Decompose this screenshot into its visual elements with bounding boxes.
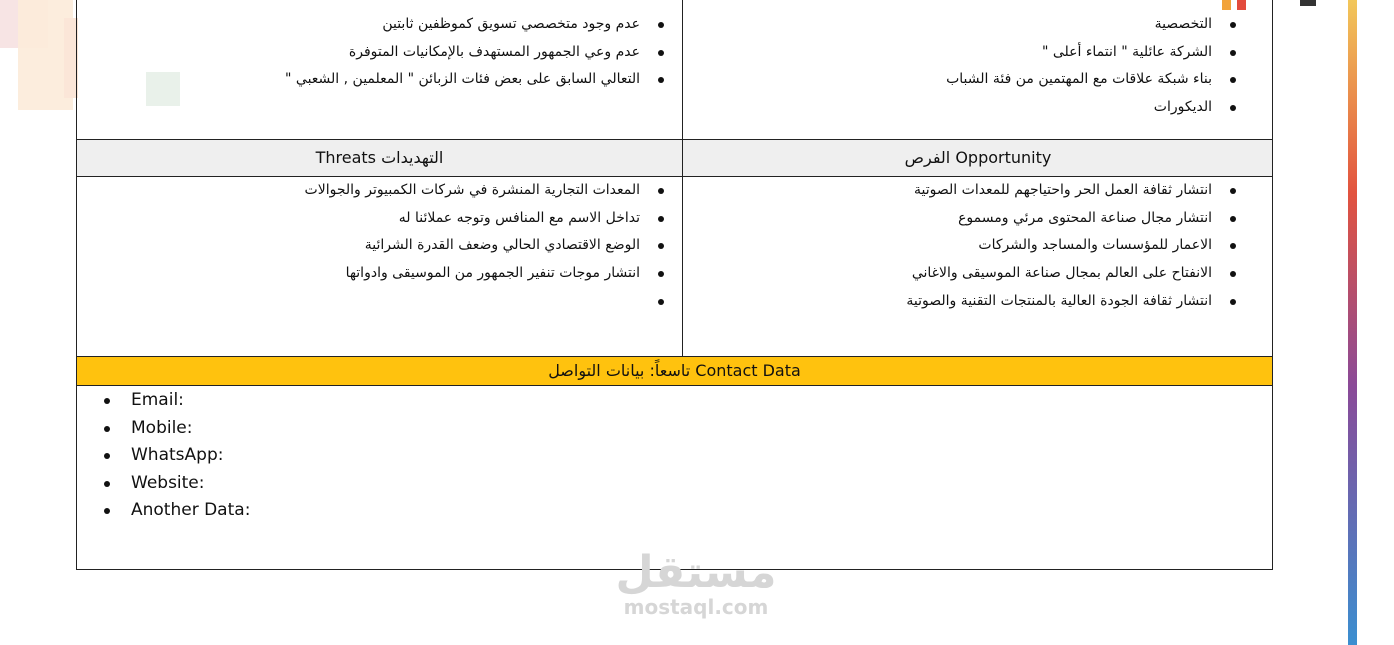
bullet-icon: [1230, 105, 1236, 111]
bullet-icon: [1230, 22, 1236, 28]
bullet-icon: [1230, 216, 1236, 222]
bullet-icon: [658, 243, 664, 249]
logo-fragment: [1300, 0, 1316, 6]
bullet-icon: [1230, 271, 1236, 277]
list-item-text: التعالي السابق على بعض فئات الزبائن " المعلمين , الشعبي ": [285, 71, 640, 88]
list-item-text: بناء شبكة علاقات مع المهتمين من فئة الشباب: [946, 71, 1212, 88]
list-item-text: عدم وجود متخصصي تسويق كموظفين ثابتين: [382, 16, 640, 32]
bullet-icon: [658, 22, 664, 28]
list-item-text: التخصصية: [1154, 16, 1212, 32]
bullet-icon: [104, 481, 110, 487]
list-item: [906, 177, 1236, 205]
list-item: [946, 94, 1236, 122]
threats-header: Threats التهديدات: [315, 148, 444, 167]
list-item: [305, 205, 664, 233]
list-item-text: الانفتاح على العالم بمجال صناعة الموسيقى والاغاني: [911, 265, 1212, 282]
contact-label: Email:: [131, 390, 184, 410]
weaknesses-list: [285, 11, 664, 94]
list-item: [906, 260, 1236, 288]
contact-item-website: [101, 470, 250, 498]
opportunity-header: الفرص Opportunity: [904, 148, 1052, 167]
contact-item-other: [101, 497, 250, 525]
list-item-text: انتشار ثقافة الجودة العالية بالمنتجات التقنية والصوتية: [906, 292, 1212, 309]
list-item-text: الوضع الاقتصادي الحالي وضعف القدرة الشرائية: [364, 237, 640, 254]
list-item-text: الديكورات: [1153, 99, 1212, 116]
contact-label: Another Data:: [131, 500, 251, 521]
contact-item-mobile: [101, 415, 250, 443]
bullet-icon: [1230, 299, 1236, 305]
bullet-icon: [658, 299, 664, 305]
contact-item-email: [101, 387, 250, 415]
watermark: [604, 547, 788, 619]
section-header-row: [77, 139, 1272, 177]
bullet-icon: [1230, 188, 1236, 194]
bullet-icon: [658, 50, 664, 56]
bullet-icon: [1230, 50, 1236, 56]
threats-list: [305, 177, 664, 315]
list-item: [305, 260, 664, 288]
column-divider: [682, 0, 683, 139]
list-item: [946, 39, 1236, 67]
contact-label: Mobile:: [131, 417, 193, 438]
swot-table: [76, 0, 1273, 570]
list-item: [285, 11, 664, 39]
list-item: [285, 39, 664, 67]
list-item-text: انتشار ثقافة العمل الحر واحتياجهم للمعدات الصوتية: [914, 182, 1212, 198]
list-item-text: انتشار مجال صناعة المحتوى مرئي ومسموع: [958, 209, 1212, 226]
contact-label: WhatsApp:: [131, 445, 224, 466]
contact-item-whatsapp: [101, 442, 250, 470]
bullet-icon: [104, 508, 110, 514]
opportunities-list: [906, 177, 1236, 315]
contact-label: Website:: [131, 472, 205, 493]
list-item: [305, 177, 664, 205]
list-item: [906, 232, 1236, 260]
bullet-icon: [658, 77, 664, 83]
contact-data-header: تاسعاً: بيانات التواصل Contact Data: [77, 356, 1272, 386]
watermark-latin: mostaql.com: [623, 595, 769, 619]
column-divider: [682, 177, 683, 356]
bullet-icon: [658, 188, 664, 194]
bullet-icon: [658, 216, 664, 222]
list-item-text: تداخل الاسم مع المنافس وتوجه عملائنا له: [398, 209, 640, 226]
list-item: [946, 66, 1236, 94]
side-color-bar: [1348, 0, 1357, 645]
bullet-icon: [658, 271, 664, 277]
contact-list: [101, 387, 250, 525]
list-item: [285, 66, 664, 94]
list-item: [906, 205, 1236, 233]
list-item-text: انتشار موجات تنفير الجمهور من الموسيقى وادواتها: [345, 265, 640, 282]
strengths-list: [946, 11, 1236, 122]
list-item: [906, 288, 1236, 316]
list-item-text: الاعمار للمؤسسات والمساجد والشركات: [978, 237, 1212, 254]
bullet-icon: [1230, 243, 1236, 249]
list-item-text: الشركة عائلية " انتماء أعلى ": [1041, 43, 1212, 60]
bullet-icon: [1230, 77, 1236, 83]
watermark-arabic: مستقل: [615, 547, 777, 598]
bullet-icon: [104, 426, 110, 432]
list-item: [305, 232, 664, 260]
bullet-icon: [104, 398, 110, 404]
list-item: [946, 11, 1236, 39]
bullet-icon: [104, 453, 110, 459]
list-item-text: عدم وعي الجمهور المستهدف بالإمكانيات المتوفرة: [348, 43, 640, 60]
list-item: [305, 288, 664, 316]
list-item-text: المعدات التجارية المنشرة في شركات الكمبيوتر والجوالات: [304, 182, 640, 198]
